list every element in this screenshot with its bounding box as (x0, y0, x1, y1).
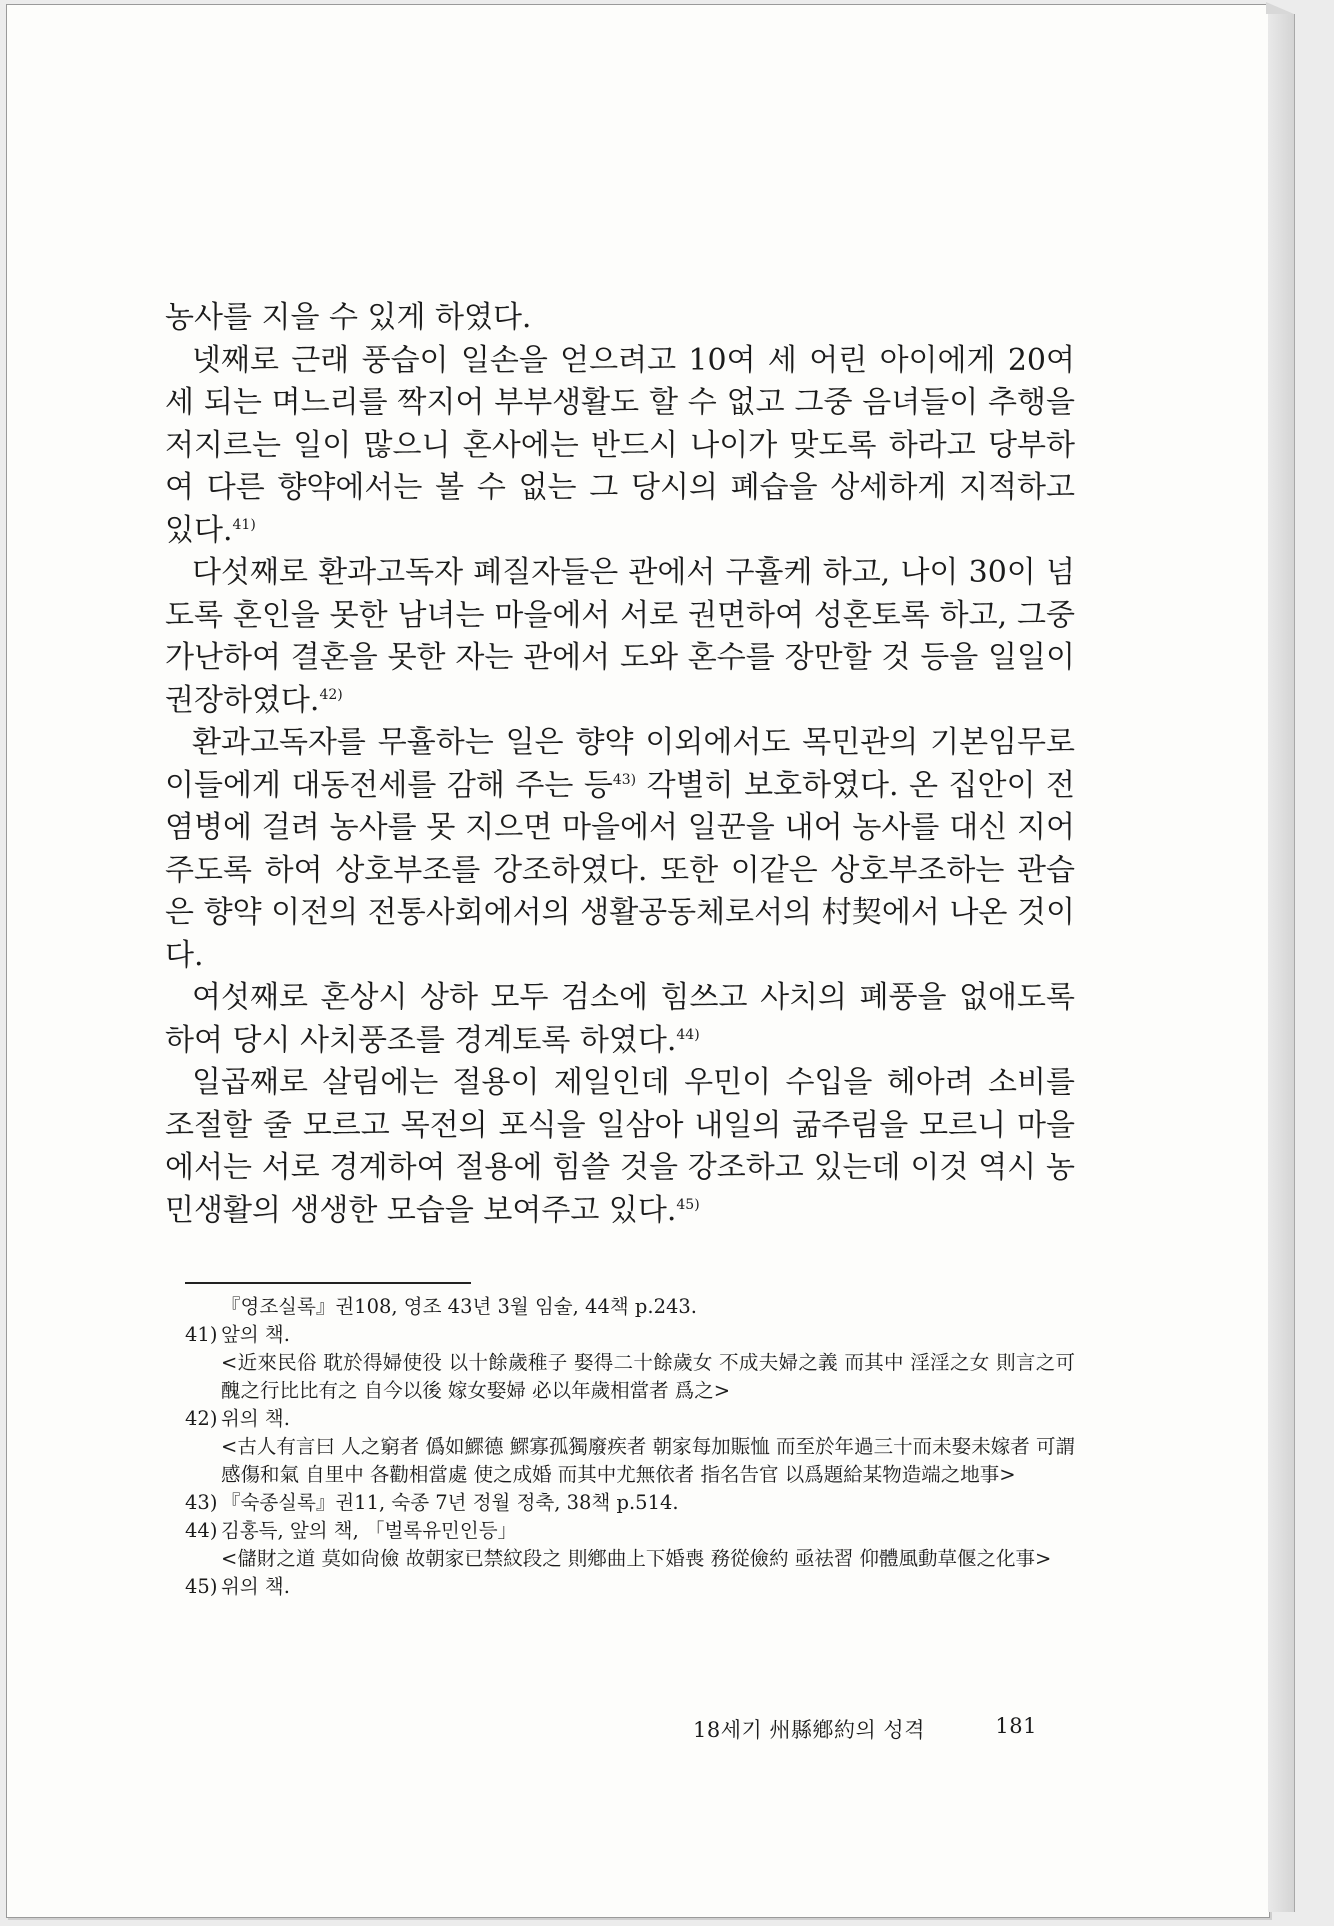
footnote-text: 김홍득, 앞의 책, 「벌록유민인등」 (221, 1519, 518, 1542)
footnote-41 (185, 1321, 1075, 1349)
page-footer (693, 1714, 1037, 1744)
footnote-42 (185, 1405, 1075, 1433)
document-page (6, 4, 1270, 1918)
footnote-number: 41) (185, 1323, 218, 1346)
footnotes (185, 1293, 1075, 1601)
footnote-quote: <儲財之道 莫如尙儉 故朝家已禁紋段之 則鄕曲上下婚喪 務從儉約 亟祛習 仰體風動草偃之化事> (221, 1547, 1052, 1570)
footnote-quote: <近來民俗 耽於得婦使役 以十餘歲稚子 娶得二十餘歲女 不成夫婦之義 而其中 淫淫之女 則言之可醜之行比比有之 自今以後 嫁女娶婦 必以年歲相當者 爲之> (221, 1351, 1075, 1402)
paragraph: 여섯째로 혼상시 상하 모두 검소에 힘쓰고 사치의 폐풍을 없애도록 하여 당시 사치풍조를 경계토록 하였다.$^{44)}$ (165, 980, 1075, 1058)
footnote-text: 위의 책. (221, 1407, 290, 1430)
footnote-45 (185, 1573, 1075, 1601)
running-title: 18세기 州縣鄕約의 성격 (693, 1718, 926, 1742)
paragraph: 환과고독자를 무휼하는 일은 향약 이외에서도 목민관의 기본임무로 이들에게 대동전세를 감해 주는 등$^{43)}$ 각별히 보호하였다. 온 집안이 전염병에 걸려 농사를 못 지으면 마을에서 일꾼을 내어 농사를 대신 지어 주도록 하여 상호부조를 강조하였다. 또한 이같은 상호부조하는 관습은 향약 이전의 전통사회에서의 생활공동체로서의 村契에서 나온 것이다. (165, 725, 1075, 973)
paragraph: 다섯째로 환과고독자 폐질자들은 관에서 구휼케 하고, 나이 30이 넘도록 혼인을 못한 남녀는 마을에서 서로 권면하여 성혼토록 하고, 그중 가난하여 결혼을 못한 자는 관에서 도와 혼수를 장만할 것 등을 일일이 권장하였다.$^{42)}$ (165, 555, 1075, 718)
footnote-text: 앞의 책. (221, 1323, 290, 1346)
paragraph: 농사를 지을 수 있게 하였다. (165, 300, 532, 335)
footnote-number: 42) (185, 1407, 218, 1430)
footnote-text: 『숙종실록』권11, 숙종 7년 정월 정축, 38책 p.514. (221, 1491, 679, 1514)
page-number: 181 (995, 1714, 1037, 1738)
paragraph: 일곱째로 살림에는 절용이 제일인데 우민이 수입을 헤아려 소비를 조절할 줄 모르고 목전의 포식을 일삼아 내일의 굶주림을 모르니 마을에서는 서로 경계하여 절용에 힘쓸 것을 강조하고 있는데 이것 역시 농민생활의 생생한 모습을 보여주고 있다.$^{45)}$ (165, 1065, 1075, 1228)
footnote-number: 43) (185, 1491, 218, 1514)
footnote-ref: 44) (676, 1026, 700, 1043)
footnote-divider (185, 1282, 471, 1284)
footnote-43 (185, 1489, 1075, 1517)
footnote-ref: 43) (612, 771, 637, 788)
footnote-text: 위의 책. (221, 1575, 290, 1598)
footnote-number: 45) (185, 1575, 218, 1598)
body-text (165, 297, 1075, 1232)
paragraph: 넷째로 근래 풍습이 일손을 얻으려고 10여 세 어린 아이에게 20여 세 되는 며느리를 짝지어 부부생활도 할 수 없고 그중 음녀들이 추행을 저지르는 일이 많으니 혼사에는 반드시 나이가 맞도록 하라고 당부하여 다른 향약에서는 볼 수 없는 그 당시의 폐습을 상세하게 지적하고 있다.$^{41)}$ (165, 342, 1075, 548)
footnote-44 (185, 1517, 1075, 1545)
footnote-quote: <古人有言曰 人之窮者 僞如鰥德 鰥寡孤獨廢疾者 朝家每加賑恤 而至於年過三十而未娶未嫁者 可謂感傷和氣 自里中 各勸相當處 使之成婚 而其中尤無依者 指名告官 以爲題給某物造端之地事> (221, 1435, 1075, 1486)
footnote-ref: 41) (232, 516, 256, 533)
footnote-ref: 42) (319, 686, 343, 703)
footnote-ref: 45) (676, 1196, 700, 1213)
page-stack-edge (1268, 14, 1295, 1912)
footnote-continued: 『영조실록』권108, 영조 43년 3월 임술, 44책 p.243. (221, 1295, 697, 1318)
footnote-number: 44) (185, 1519, 218, 1542)
